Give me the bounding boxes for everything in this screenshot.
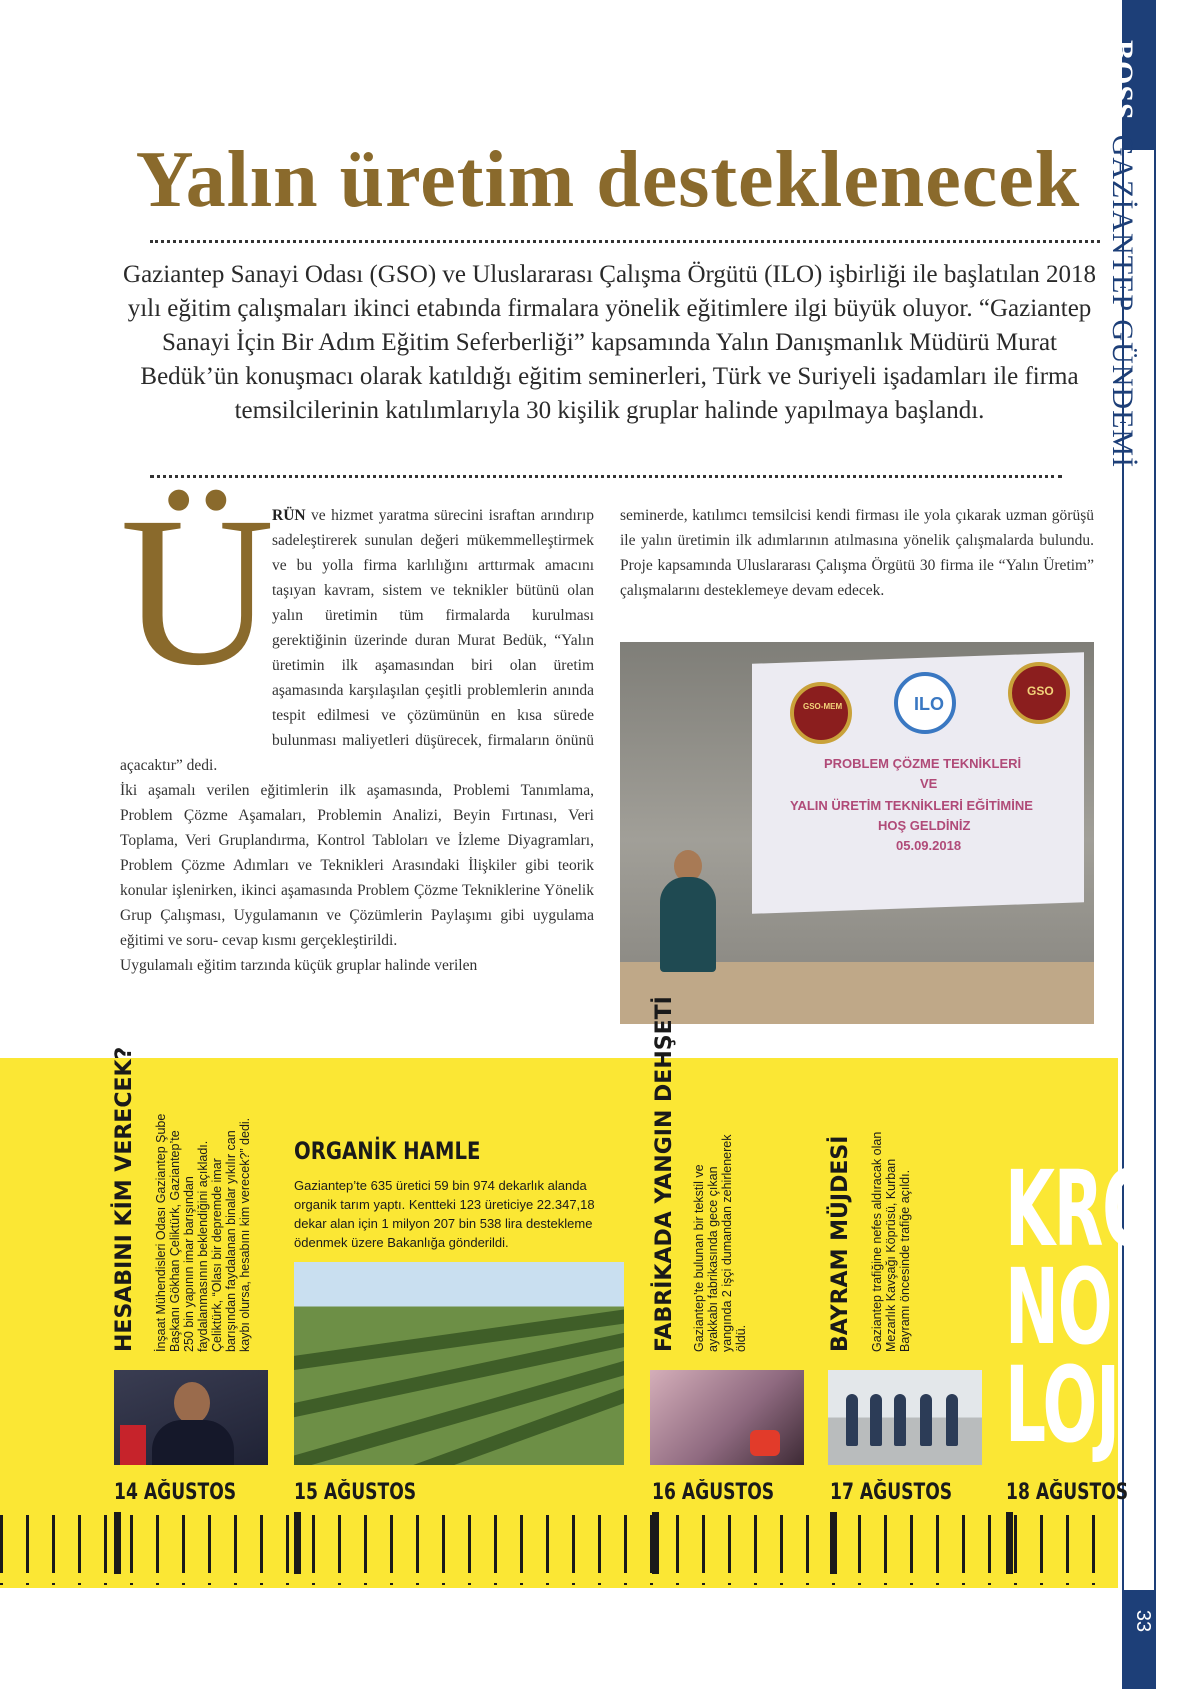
- person: [920, 1394, 932, 1446]
- brand-name: BOSS: [1106, 40, 1139, 121]
- chronology-label-line-1: KRO: [1005, 1148, 1156, 1270]
- speaker: [660, 877, 716, 972]
- person-face: [174, 1382, 210, 1424]
- dotted-divider-top: [150, 240, 1100, 243]
- section-name: GAZİANTEP GÜNDEMİ: [1106, 134, 1139, 469]
- chronology-photo-4: [828, 1370, 982, 1465]
- page-number: 33: [1132, 1609, 1154, 1633]
- chronology-text-1: İnşaat Mühendisleri Odası Gaziantep Şube Başkanı Gökhan Çeliktürk, Gaziantep’te 250 bin yapının imar barışından faydalanmasının beklendiğini açıkladı. Çeliktürk, “Olası bir depremde imar barışından faydalanan binalar yıkılır can kaybı olursa, hesabını kim verecek?” dedi.: [154, 1113, 252, 1352]
- screen-date: 05.09.2018: [896, 838, 962, 853]
- article-title: Yalın üretim desteklenecek: [135, 136, 1081, 224]
- date-tick: [652, 1512, 659, 1574]
- article-lead: Gaziantep Sanayi Odası (GSO) ve Uluslararası Çalışma Örgütü (ILO) işbirliği ile başlatılan 2018 yılı eğitim çalışmaları ikinci etabında firmalara yönelik eğitimlere ilgi büyük oluyor. “Gaziantep Sanayi İçin Bir Adım Eğitim Seferberliği” kapsamında Yalın Danışmanlık Müdürü Murat Bedük’ün konuşmacı olarak katıldığı eğitim seminerleri, Türk ve Suriyeli işadamları ile firma temsilcilerinin katılımlarıyla 30 kişilik gruplar halinde yapılmaya başlandı.: [123, 261, 1096, 424]
- screen-line-3: YALIN ÜRETİM TEKNİKLERİ EĞİTİMİNE: [790, 798, 1033, 813]
- chronology-headline-4: BAYRAM MÜJDESİ: [828, 1135, 853, 1352]
- chronology-date-1: 14 AĞUSTOS: [114, 1480, 237, 1505]
- chronology-label: [1005, 1148, 1156, 1466]
- person: [946, 1394, 958, 1446]
- logo-right-text: GSO: [1027, 684, 1054, 698]
- chronology-photo-2: [294, 1262, 624, 1465]
- person-suit: [152, 1420, 234, 1465]
- seminar-photo: [620, 642, 1094, 1024]
- chronology-photo-1: [114, 1370, 268, 1465]
- chronology-photo-3: [650, 1370, 804, 1465]
- article-paragraph: Uygulamalı eğitim tarzında küçük gruplar halinde verilen: [120, 957, 478, 974]
- screen-line-2: VE: [920, 776, 938, 791]
- first-word: RÜN: [272, 507, 306, 524]
- chronology-text-2: Gaziantep’te 635 üretici 59 bin 974 dekarlık alanda organik tarım yaptı. Kentteki 123 üreticiye 22.347,18 dekar alan için 1 milyon 207 bin 538 lira destekleme ödenmek üzere Bakanlığa gönderildi.: [294, 1178, 595, 1250]
- section-heading: [1105, 40, 1139, 468]
- article-column-left: [120, 473, 594, 978]
- gso-mem-logo: [790, 682, 852, 744]
- screen-line-4: HOŞ GELDİNİZ: [878, 818, 971, 833]
- logo-middle-text: ILO: [914, 694, 944, 714]
- paragraph-1-text: ve hizmet yaratma sürecini israftan arındırıp sadeleştirerek sunulan değeri mükemmelleştirmek ve bu yolla firma karlılığını arttırmak amacını taşıyan kavram, sistem ve teknikler bütünü olan yalın üretimin tüm firmalarda kurulması gerektiğinin üzerinde duran Murat Bedük, “Yalın üretimin ilk aşamasından biri olan üretim aşamasında karşılaşılan çeşitli problemlerin anında tespit edilmesi ve çözümünün en kısa sürede bulunması maliyetleri düşürecek, firmaların önünü açacaktır” dedi.: [120, 507, 594, 774]
- chronology-date-4: 17 AĞUSTOS: [830, 1480, 953, 1505]
- logo-left-text: GSO-MEM: [803, 702, 843, 711]
- chronology-label-line-2: NO: [1005, 1246, 1112, 1368]
- screen-line-1: PROBLEM ÇÖZME TEKNİKLERİ: [824, 756, 1022, 771]
- date-tick: [830, 1512, 837, 1574]
- chronology-date-3: 16 AĞUSTOS: [652, 1480, 775, 1505]
- chronology-text-3: Gaziantep’te bulunan bir tekstil ve ayakkabı fabrikasında gece çıkan yangında 2 işçi dumandan zehirlenerek öldü.: [692, 1134, 748, 1352]
- crop-row: [294, 1306, 624, 1373]
- person: [846, 1394, 858, 1446]
- date-tick: [114, 1512, 121, 1574]
- chronology-headline-1: HESABINI KİM VERECEK?: [112, 1046, 137, 1352]
- chronology-headline-3: FABRİKADA YANGIN DEHŞETİ: [652, 996, 677, 1352]
- dotted-divider-bottom: [150, 475, 1062, 478]
- chronology-headline-2: ORGANİK HAMLE: [294, 1137, 481, 1165]
- person: [894, 1394, 906, 1446]
- fire-truck: [750, 1430, 780, 1456]
- chronology-label-line-3: LOJİ: [1005, 1344, 1142, 1466]
- page-number-box: [1122, 1590, 1156, 1689]
- timeline-ruler-base: [0, 1573, 1118, 1583]
- drop-cap: Ü: [120, 473, 275, 710]
- article-paragraph: seminerde, katılımcı temsilcisi kendi firması ile yola çıkarak uzman görüşü ile yalın üretimin ilk adımlarının atılmasına yönelik çalışmalarda bulundu. Proje kapsamında Uluslararası Çalışma Örgütü 30 firma ile “Yalın Üretim” çalışmalarını desteklemeye devam edecek.: [620, 507, 1094, 599]
- chronology-text-4: Gaziantep trafiğine nefes aldıracak olan Mezarlık Kavşağı Köprüsü, Kurban Bayramı öncesinde trafiğe açıldı.: [870, 1131, 912, 1352]
- flag-icon: [120, 1425, 146, 1465]
- article-column-right: [620, 503, 1094, 603]
- article-paragraph: İki aşamalı verilen eğitimlerin ilk aşamasında, Problemi Tanımlama, Problem Çözme Aşamaları, Problemin Analizi, Beyin Fırtınası, Veri Toplama, Veri Gruplandırma, Kontrol Tabloları ve İzleme Diyagramları, Problem Çözme Adımları ve Teknikleri Arasındaki İlişkiler gibi teorik konular işlenirken, ikinci aşamasında Problem Çözme Tekniklerine Yönelik Grup Çalışması, Uygulamanın ve Çözümlerin Paylaşımı gibi uygulama eğitimi ve soru- cevap kısmı gerçekleştirildi.: [120, 782, 594, 949]
- date-tick: [294, 1512, 301, 1574]
- date-tick: [1006, 1512, 1013, 1574]
- chronology-date-5: 18 AĞUSTOS: [1006, 1480, 1129, 1505]
- person: [870, 1394, 882, 1446]
- chronology-date-2: 15 AĞUSTOS: [294, 1480, 417, 1505]
